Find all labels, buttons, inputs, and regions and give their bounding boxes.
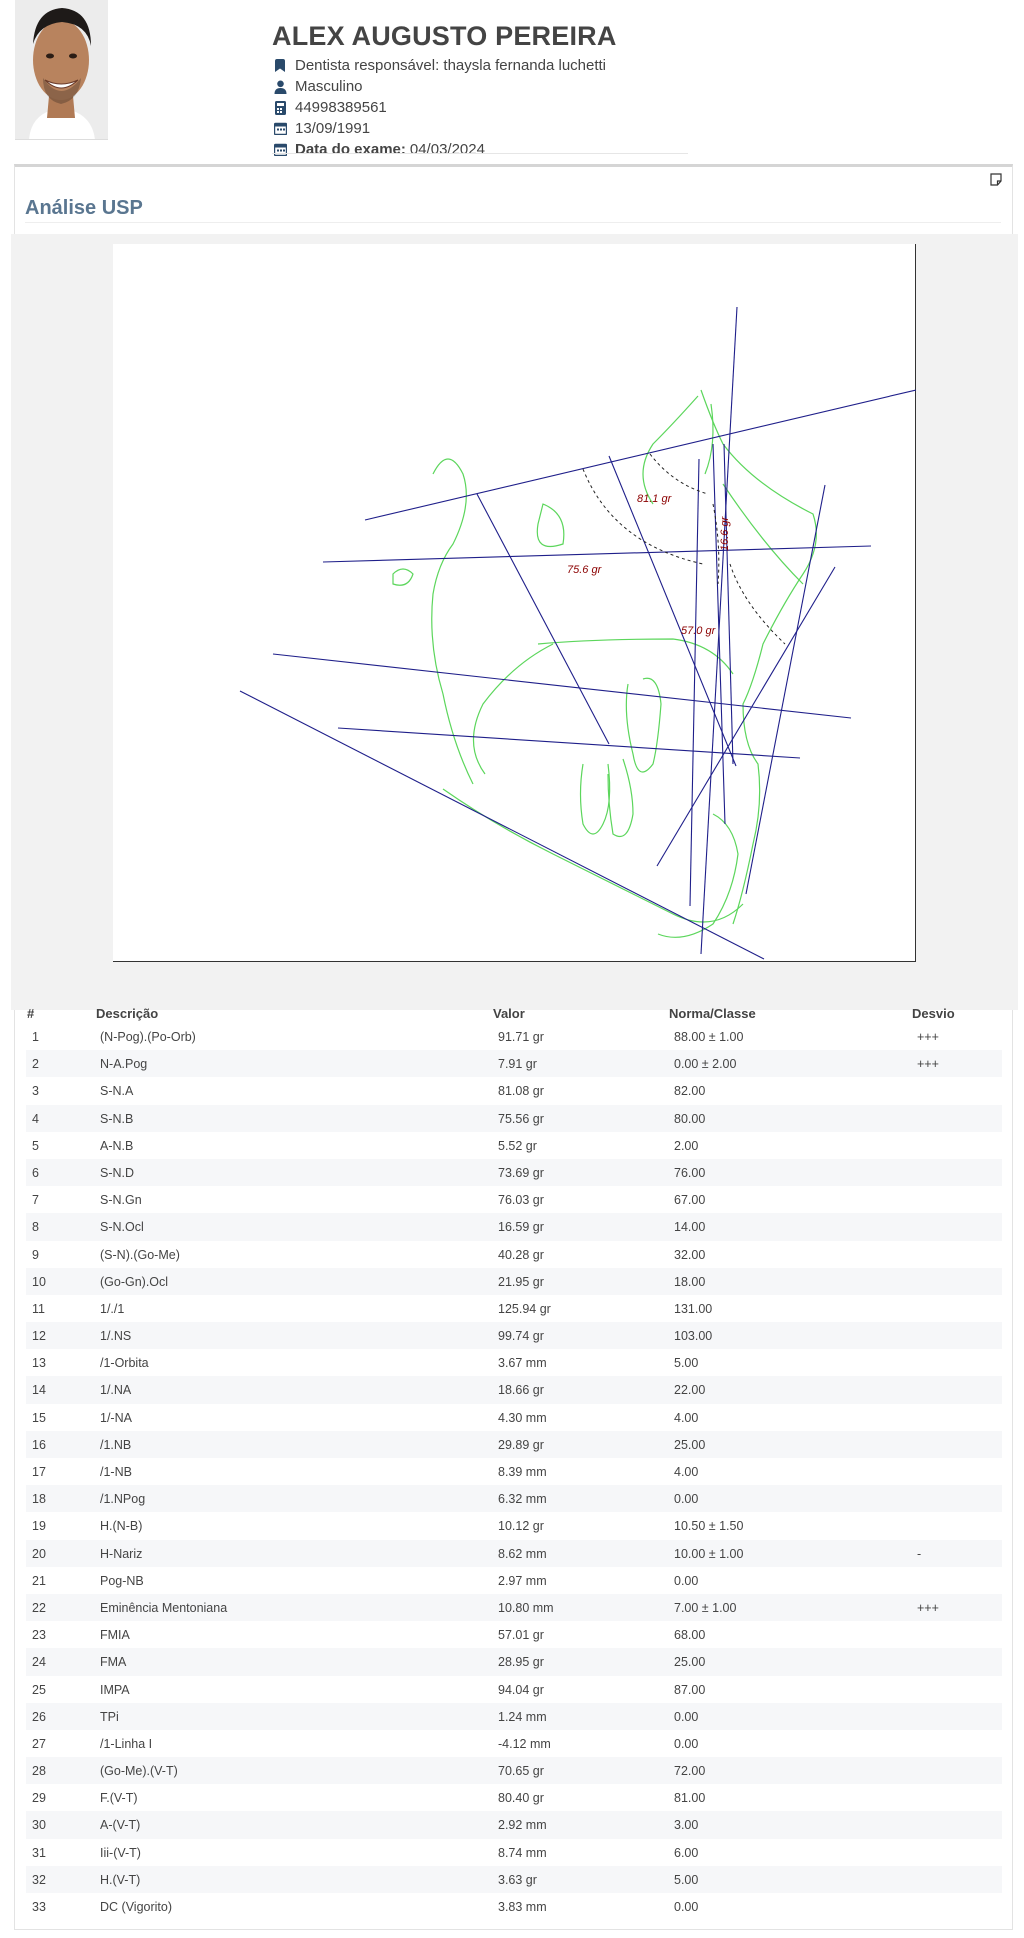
exam-label: Data do exame: — [295, 141, 406, 158]
row-value: 3.67 mm — [498, 1356, 547, 1371]
row-norm: 4.00 — [674, 1465, 699, 1479]
incisor-lower — [608, 759, 633, 837]
table-row — [26, 1621, 1002, 1648]
row-deviation: +++ — [917, 1600, 939, 1615]
row-number: 12 — [32, 1329, 46, 1344]
row-description: TPi — [100, 1709, 119, 1724]
row-number: 22 — [32, 1600, 46, 1615]
calculator-phone-icon — [272, 100, 288, 116]
table-row — [26, 1730, 1002, 1757]
row-number: 18 — [32, 1492, 46, 1507]
gender-row — [272, 76, 692, 97]
row-description: Eminência Mentoniana — [100, 1600, 228, 1615]
row-norm: 32.00 — [674, 1247, 706, 1262]
note-icon[interactable] — [990, 173, 1002, 186]
row-number: 25 — [32, 1682, 46, 1697]
row-number: 6 — [32, 1165, 39, 1180]
table-row — [26, 1594, 1002, 1621]
table-row — [26, 1512, 1002, 1539]
row-norm: 80.00 — [674, 1111, 706, 1126]
row-value: 3.63 gr — [498, 1872, 537, 1887]
calendar-icon — [272, 121, 288, 137]
gender-text: Masculino — [295, 78, 363, 95]
patient-photo — [15, 0, 108, 140]
birth-date-text: 13/09/1991 — [295, 120, 371, 137]
row-number: 13 — [32, 1356, 46, 1371]
table-row — [26, 1376, 1002, 1403]
tracing-svg — [113, 244, 916, 962]
row-description: S-N.Gn — [100, 1193, 142, 1208]
table-row — [26, 1458, 1002, 1485]
user-icon — [272, 79, 288, 95]
mandibular-plane — [240, 691, 764, 959]
row-number: 10 — [32, 1274, 46, 1289]
measurements-table-header — [26, 1006, 1002, 1023]
calendar-icon — [272, 142, 288, 158]
row-number: 8 — [32, 1220, 39, 1235]
row-number: 32 — [32, 1872, 46, 1887]
table-row — [26, 1784, 1002, 1811]
na-line — [477, 494, 609, 744]
row-description: 1/.NS — [100, 1329, 132, 1344]
row-norm: 88.00 ± 1.00 — [674, 1030, 744, 1044]
row-description: A-N.B — [100, 1138, 134, 1153]
table-row — [26, 1404, 1002, 1431]
table-row — [26, 1268, 1002, 1295]
row-value: -4.12 mm — [498, 1736, 551, 1751]
molar — [581, 764, 610, 834]
row-value: 5.52 gr — [498, 1138, 537, 1153]
row-description: N-A.Pog — [100, 1057, 148, 1072]
table-row — [26, 1077, 1002, 1104]
row-description: S-N.A — [100, 1084, 134, 1099]
row-description: F.(V-T) — [100, 1791, 138, 1806]
row-value: 21.95 gr — [498, 1274, 544, 1289]
row-norm: 7.00 ± 1.00 — [674, 1600, 737, 1615]
table-row — [26, 1023, 1002, 1050]
table-row — [26, 1159, 1002, 1186]
row-description: /1-Linha I — [100, 1736, 153, 1751]
header-desc: Descrição — [96, 1006, 159, 1021]
incisor-upper — [626, 678, 661, 772]
row-value: 125.94 gr — [498, 1301, 551, 1316]
row-description: 1/-NA — [100, 1410, 132, 1425]
row-description: A-(V-T) — [100, 1818, 141, 1833]
table-row — [26, 1839, 1002, 1866]
row-value: 6.32 mm — [498, 1492, 547, 1507]
row-number: 2 — [32, 1057, 39, 1072]
row-number: 20 — [32, 1546, 46, 1561]
row-value: 8.74 mm — [498, 1845, 547, 1860]
patient-info — [272, 20, 692, 160]
exam-date-text: 04/03/2024 — [409, 141, 485, 158]
row-value: 75.56 gr — [498, 1111, 544, 1126]
row-description: /1.NPog — [100, 1492, 146, 1507]
row-number: 30 — [32, 1818, 46, 1833]
row-description: /1-Orbita — [100, 1356, 149, 1371]
cephalometric-image-area — [11, 234, 1018, 1010]
row-description: 1/./1 — [100, 1301, 125, 1316]
row-number: 15 — [32, 1410, 46, 1425]
table-row — [26, 1241, 1002, 1268]
row-norm: 2.00 — [674, 1138, 699, 1153]
row-description: Iii-(V-T) — [100, 1845, 141, 1860]
row-value: 4.30 mm — [498, 1410, 547, 1425]
row-number: 23 — [32, 1628, 46, 1643]
nasal-contour — [643, 396, 698, 504]
row-value: 2.97 mm — [498, 1573, 547, 1588]
chin — [658, 814, 738, 937]
row-norm: 18.00 — [674, 1274, 706, 1289]
row-description: H.(N-B) — [100, 1519, 143, 1534]
row-description: 1/.NA — [100, 1383, 132, 1398]
row-value: 29.89 gr — [498, 1437, 544, 1452]
row-norm: 0.00 ± 2.00 — [674, 1057, 737, 1072]
dentist-row — [272, 55, 692, 76]
row-value: 16.59 gr — [498, 1220, 544, 1235]
row-norm: 0.00 — [674, 1736, 699, 1751]
angle-arc-fma — [730, 564, 785, 644]
row-norm: 72.00 — [674, 1764, 706, 1779]
table-row — [26, 1105, 1002, 1132]
row-description: /1.NB — [100, 1437, 132, 1452]
patient-name: ALEX AUGUSTO PEREIRA — [272, 21, 617, 51]
header-dev: Desvio — [912, 1006, 955, 1021]
angle-label-snb: 75.6 gr — [567, 564, 602, 576]
row-value: 2.92 mm — [498, 1818, 547, 1833]
row-description: IMPA — [100, 1682, 130, 1697]
table-row — [26, 1213, 1002, 1240]
row-description: (Go-Gn).Ocl — [100, 1274, 169, 1289]
row-norm: 25.00 — [674, 1437, 706, 1452]
row-norm: 25.00 — [674, 1655, 706, 1670]
phone-text: 44998389561 — [295, 99, 387, 116]
row-norm: 0.00 — [674, 1709, 699, 1724]
table-row — [26, 1295, 1002, 1322]
row-norm: 4.00 — [674, 1410, 699, 1425]
row-norm: 5.00 — [674, 1872, 699, 1887]
row-number: 5 — [32, 1138, 39, 1153]
table-row — [26, 1322, 1002, 1349]
table-row — [26, 1893, 1002, 1920]
analysis-panel — [14, 164, 1013, 1930]
header-divider — [272, 153, 688, 154]
nb-line — [609, 456, 736, 766]
table-row — [26, 1485, 1002, 1512]
row-number: 33 — [32, 1900, 46, 1914]
row-number: 29 — [32, 1791, 46, 1806]
header-value: Valor — [493, 1006, 525, 1021]
mandible — [443, 789, 743, 922]
table-row — [26, 1811, 1002, 1838]
row-description: (N-Pog).(Po-Orb) — [100, 1030, 196, 1044]
row-number: 28 — [32, 1764, 46, 1779]
row-number: 21 — [32, 1573, 46, 1588]
row-description: S-N.Ocl — [100, 1220, 144, 1235]
header-num: # — [27, 1006, 35, 1021]
row-number: 1 — [32, 1030, 39, 1044]
table-row — [26, 1349, 1002, 1376]
analysis-title: Análise USP — [25, 197, 143, 219]
row-norm: 81.00 — [674, 1791, 706, 1806]
row-norm: 0.00 — [674, 1573, 699, 1588]
row-norm: 0.00 — [674, 1492, 699, 1507]
row-value: 40.28 gr — [498, 1247, 544, 1262]
tooth-icon — [272, 58, 288, 74]
measurements-table-body — [26, 1023, 1002, 1920]
row-description: H.(V-T) — [100, 1872, 141, 1887]
row-value: 10.12 gr — [498, 1519, 544, 1534]
row-value: 57.01 gr — [498, 1628, 544, 1643]
birth-row — [272, 118, 692, 139]
row-norm: 131.00 — [674, 1301, 713, 1316]
row-value: 28.95 gr — [498, 1655, 544, 1670]
row-norm: 5.00 — [674, 1356, 699, 1371]
row-value: 3.83 mm — [498, 1900, 547, 1914]
row-deviation: +++ — [917, 1057, 939, 1072]
row-number: 24 — [32, 1655, 46, 1670]
table-row — [26, 1567, 1002, 1594]
row-number: 19 — [32, 1519, 46, 1534]
table-row — [26, 1757, 1002, 1784]
row-value: 94.04 gr — [498, 1682, 544, 1697]
table-row — [26, 1540, 1002, 1567]
row-norm: 87.00 — [674, 1682, 706, 1697]
row-value: 81.08 gr — [498, 1084, 544, 1099]
row-number: 3 — [32, 1084, 39, 1099]
table-row — [26, 1648, 1002, 1675]
angle-label-sna: 81.1 gr — [637, 493, 672, 505]
row-description: DC (Vigorito) — [100, 1900, 173, 1914]
exam-row — [272, 139, 692, 160]
row-description: Pog-NB — [100, 1573, 144, 1588]
row-norm: 22.00 — [674, 1383, 706, 1398]
row-value: 8.62 mm — [498, 1546, 547, 1561]
row-description: (Go-Me).(V-T) — [100, 1764, 178, 1779]
row-value: 1.24 mm — [498, 1709, 547, 1724]
maxilla — [538, 639, 733, 674]
row-description: H-Nariz — [100, 1546, 143, 1561]
ear-rod — [393, 569, 413, 585]
phone-row — [272, 97, 692, 118]
row-value: 8.39 mm — [498, 1465, 547, 1479]
row-value: 18.66 gr — [498, 1383, 544, 1398]
row-norm: 76.00 — [674, 1165, 706, 1180]
row-value: 73.69 gr — [498, 1165, 544, 1180]
row-number: 4 — [32, 1111, 39, 1126]
angle-label-fmia: 57.0 gr — [681, 625, 716, 637]
table-row — [26, 1132, 1002, 1159]
row-number: 9 — [32, 1247, 39, 1262]
row-number: 11 — [32, 1301, 45, 1316]
row-norm: 14.00 — [674, 1220, 706, 1235]
row-value: 70.65 gr — [498, 1764, 544, 1779]
row-deviation: +++ — [917, 1030, 939, 1044]
table-row — [26, 1186, 1002, 1213]
row-value: 7.91 gr — [498, 1057, 537, 1072]
fh-line — [323, 546, 871, 562]
row-number: 7 — [32, 1193, 39, 1208]
table-row — [26, 1703, 1002, 1730]
row-value: 76.03 gr — [498, 1193, 544, 1208]
row-number: 14 — [32, 1383, 46, 1398]
row-norm: 10.00 ± 1.00 — [674, 1546, 744, 1561]
row-description: FMA — [100, 1655, 127, 1670]
row-norm: 6.00 — [674, 1845, 699, 1860]
table-row — [26, 1050, 1002, 1077]
row-norm: 82.00 — [674, 1084, 706, 1099]
header-norm: Norma/Classe — [669, 1006, 756, 1021]
row-value: 99.74 gr — [498, 1329, 544, 1344]
row-number: 27 — [32, 1736, 46, 1751]
row-norm: 68.00 — [674, 1628, 706, 1643]
row-norm: 103.00 — [674, 1329, 713, 1344]
row-number: 17 — [32, 1465, 46, 1479]
row-number: 16 — [32, 1437, 46, 1452]
facial-line-2 — [690, 459, 699, 906]
row-value: 80.40 gr — [498, 1791, 544, 1806]
face-front — [723, 484, 803, 584]
patient-avatar-illustration — [15, 0, 108, 140]
orbit — [537, 504, 564, 547]
angle-arc-snb — [583, 469, 703, 564]
row-number: 31 — [32, 1845, 46, 1860]
title-divider — [25, 222, 1001, 223]
dentist-text: Dentista responsável: thaysla fernanda luchetti — [295, 57, 607, 74]
row-value: 91.71 gr — [498, 1030, 544, 1044]
table-row — [26, 1676, 1002, 1703]
row-description: S-N.D — [100, 1165, 135, 1180]
row-value: 10.80 mm — [498, 1600, 554, 1615]
y-axis-line — [746, 485, 825, 894]
table-row — [26, 1866, 1002, 1893]
lower-incisor-axis — [657, 567, 835, 866]
cephalometric-tracing — [113, 244, 916, 962]
row-description: FMIA — [100, 1628, 130, 1643]
row-description: /1-NB — [100, 1465, 132, 1479]
row-description: (S-N).(Go-Me) — [100, 1247, 180, 1262]
angle-label-vertical: 16.6 gr — [719, 516, 731, 551]
table-row — [26, 1431, 1002, 1458]
row-norm: 3.00 — [674, 1818, 699, 1833]
row-norm: 10.50 ± 1.50 — [674, 1519, 744, 1534]
ramus — [473, 644, 553, 774]
row-description: S-N.B — [100, 1111, 134, 1126]
row-number: 26 — [32, 1709, 46, 1724]
row-norm: 0.00 — [674, 1900, 699, 1914]
row-norm: 67.00 — [674, 1193, 706, 1208]
row-deviation: - — [917, 1546, 922, 1561]
